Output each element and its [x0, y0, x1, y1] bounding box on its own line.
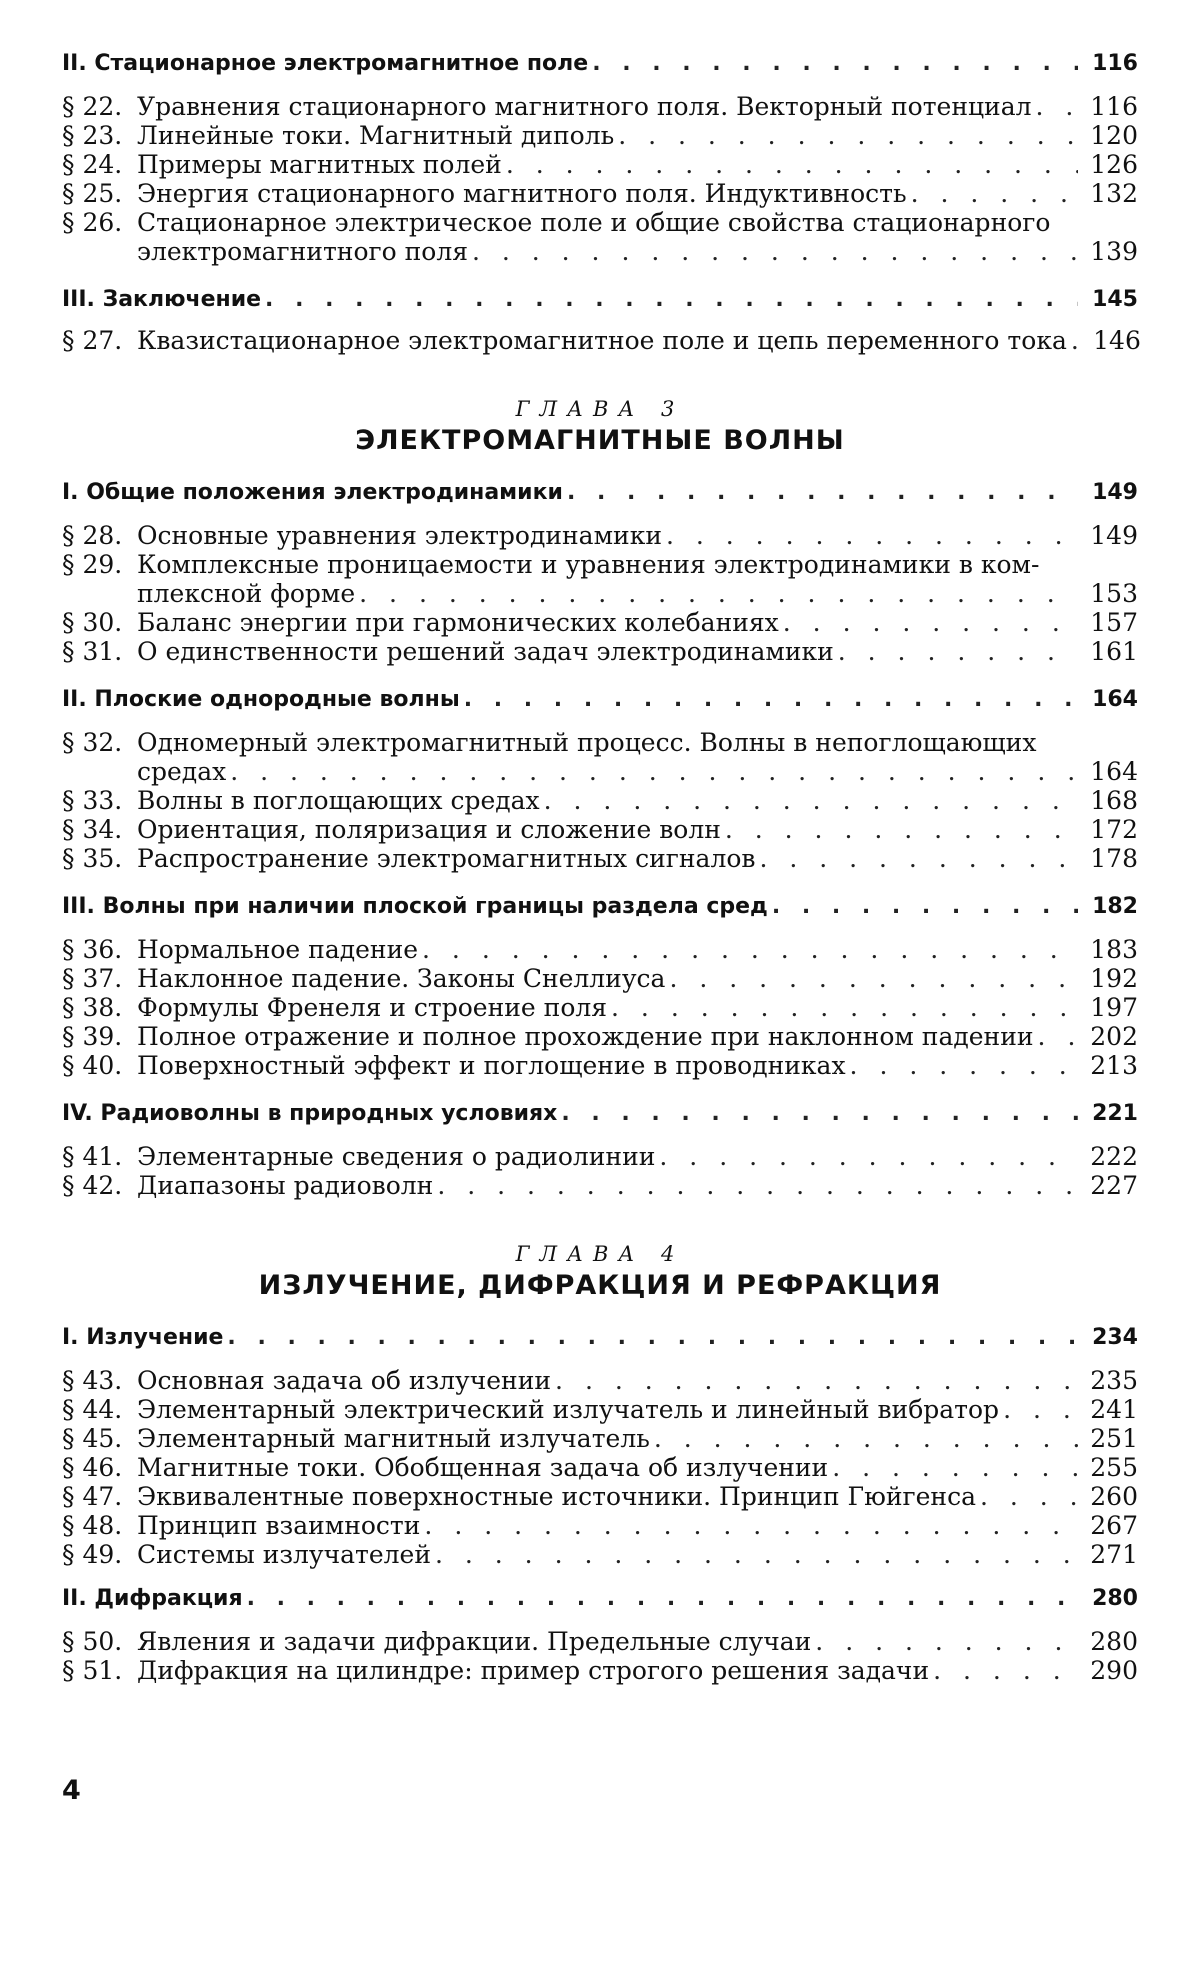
page-ref: 161 — [1082, 637, 1138, 666]
section-number: § 31. — [62, 637, 137, 666]
page-ref: 271 — [1082, 1540, 1138, 1569]
part-heading[interactable] — [62, 284, 1138, 314]
page-ref: 241 — [1082, 1395, 1138, 1424]
section-number: § 35. — [62, 844, 137, 873]
leader-dots — [611, 993, 1078, 1022]
part-heading[interactable] — [62, 48, 1138, 78]
part-title: II. Стационарное электромагнитное поле — [62, 49, 588, 78]
section-title: Квазистационарное электромагнитное поле и цепь переменного тока — [137, 326, 1067, 355]
page-ref: 153 — [1082, 579, 1138, 608]
leader-dots — [544, 786, 1078, 815]
section-number: § 44. — [62, 1395, 137, 1424]
section-title: Системы излучателей — [137, 1540, 431, 1569]
section-title: Основная задача об излучении — [137, 1366, 551, 1395]
section-title: О единственности решений задач электродинамики — [137, 637, 834, 666]
page-ref: 290 — [1082, 1656, 1138, 1685]
part-heading[interactable] — [62, 1322, 1138, 1352]
leader-dots — [783, 608, 1078, 637]
section-number: § 51. — [62, 1656, 137, 1685]
leader-dots — [759, 844, 1078, 873]
toc-entry[interactable] — [62, 179, 1138, 208]
section-title: Явления и задачи дифракции. Предельные случаи — [137, 1627, 811, 1656]
page-ref: 213 — [1082, 1051, 1138, 1080]
part-title: II. Плоские однородные волны — [62, 685, 460, 714]
part-title: IV. Радиоволны в природных условиях — [62, 1099, 557, 1128]
section-number: § 48. — [62, 1511, 137, 1540]
part-title: III. Волны при наличии плоской границы раздела сред — [62, 892, 768, 921]
leader-dots — [247, 1584, 1078, 1613]
section-title: Уравнения стационарного магнитного поля. Векторный потенциал — [137, 92, 1032, 121]
page-ref: 222 — [1082, 1142, 1138, 1171]
section-title: Полное отражение и полное прохождение при наклонном падении — [137, 1022, 1034, 1051]
part-title: II. Дифракция — [62, 1584, 243, 1613]
leader-dots — [654, 1424, 1078, 1453]
chapter-label: ГЛАВА 4 — [62, 1240, 1138, 1268]
section-title-continued: средах — [137, 757, 226, 786]
section-number: § 26. — [62, 208, 137, 237]
leader-dots — [472, 237, 1078, 266]
section-number: § 33. — [62, 786, 137, 815]
leader-dots — [506, 150, 1078, 179]
section-number: § 42. — [62, 1171, 137, 1200]
leader-dots — [772, 892, 1078, 921]
section-title: Распространение электромагнитных сигналов — [137, 844, 755, 873]
section-title: Стационарное электрическое поле и общие свойства стационарного — [137, 208, 1050, 237]
toc-entry[interactable] — [62, 1395, 1138, 1424]
section-number: § 29. — [62, 550, 137, 579]
leader-dots — [669, 964, 1078, 993]
page-ref: 251 — [1082, 1424, 1138, 1453]
page-ref: 164 — [1082, 757, 1138, 786]
section-number: § 27. — [62, 326, 137, 355]
page-ref: 164 — [1082, 685, 1138, 714]
part-title: III. Заключение — [62, 285, 261, 314]
leader-dots — [659, 1142, 1078, 1171]
chapter-title: ИЗЛУЧЕНИЕ, ДИФРАКЦИЯ И РЕФРАКЦИЯ — [62, 1268, 1138, 1304]
section-title: Диапазоны радиоволн — [137, 1171, 433, 1200]
page-ref: 120 — [1082, 121, 1138, 150]
toc-entry[interactable] — [62, 550, 1138, 608]
page-ref: 227 — [1082, 1171, 1138, 1200]
section-number: § 36. — [62, 935, 137, 964]
section-title: Примеры магнитных полей — [137, 150, 502, 179]
section-number: § 49. — [62, 1540, 137, 1569]
page-ref: 132 — [1082, 179, 1138, 208]
section-title: Ориентация, поляризация и сложение волн — [137, 815, 721, 844]
toc-entry[interactable] — [62, 1482, 1138, 1511]
section-title: Магнитные токи. Обобщенная задача об излучении — [137, 1453, 828, 1482]
table-of-contents — [62, 48, 1138, 1685]
leader-dots — [359, 579, 1078, 608]
page-ref: 168 — [1082, 786, 1138, 815]
toc-entry[interactable] — [62, 1511, 1138, 1540]
chapter-heading — [62, 1240, 1138, 1304]
toc-entry[interactable] — [62, 637, 1138, 666]
section-number: § 22. — [62, 92, 137, 121]
leader-dots — [618, 121, 1078, 150]
section-number: § 41. — [62, 1142, 137, 1171]
page-ref: 255 — [1082, 1453, 1138, 1482]
part-heading[interactable] — [62, 1098, 1138, 1128]
leader-dots — [265, 285, 1078, 314]
toc-entry[interactable] — [62, 935, 1138, 964]
section-title: Элементарный магнитный излучатель — [137, 1424, 650, 1453]
section-number: § 38. — [62, 993, 137, 1022]
section-number: § 46. — [62, 1453, 137, 1482]
leader-dots — [1003, 1395, 1078, 1424]
page-ref: 280 — [1082, 1627, 1138, 1656]
leader-dots — [838, 637, 1078, 666]
toc-entry[interactable] — [62, 608, 1138, 637]
page-ref: 182 — [1082, 892, 1138, 921]
leader-dots — [725, 815, 1078, 844]
page-ref: 149 — [1082, 478, 1138, 507]
toc-entry[interactable] — [62, 92, 1138, 121]
leader-dots — [592, 49, 1078, 78]
leader-dots — [230, 757, 1078, 786]
section-title-continued: плексной форме — [137, 579, 355, 608]
part-heading[interactable] — [62, 477, 1138, 507]
section-number: § 32. — [62, 728, 137, 757]
leader-dots — [1036, 92, 1078, 121]
leader-dots — [567, 478, 1078, 507]
toc-entry[interactable] — [62, 326, 1138, 355]
page-ref: 149 — [1082, 521, 1138, 550]
section-title: Поверхностный эффект и поглощение в проводниках — [137, 1051, 846, 1080]
section-title: Энергия стационарного магнитного поля. Индуктивность — [137, 179, 907, 208]
part-heading[interactable] — [62, 891, 1138, 921]
section-title: Нормальное падение — [137, 935, 418, 964]
leader-dots — [832, 1453, 1078, 1482]
section-title: Элементарный электрический излучатель и линейный вибратор — [137, 1395, 999, 1424]
page-ref: 146 — [1085, 326, 1141, 355]
toc-entry[interactable] — [62, 1142, 1138, 1171]
section-title: Принцип взаимности — [137, 1511, 420, 1540]
page-ref: 192 — [1082, 964, 1138, 993]
toc-entry[interactable] — [62, 1540, 1138, 1569]
page-ref: 145 — [1082, 285, 1138, 314]
chapter-heading — [62, 395, 1138, 459]
toc-entry[interactable] — [62, 1627, 1138, 1656]
leader-dots — [911, 179, 1078, 208]
section-number: § 34. — [62, 815, 137, 844]
toc-entry[interactable] — [62, 815, 1138, 844]
toc-entry[interactable] — [62, 121, 1138, 150]
page-ref: 178 — [1082, 844, 1138, 873]
chapter-title: ЭЛЕКТРОМАГНИТНЫЕ ВОЛНЫ — [62, 423, 1138, 459]
part-heading[interactable] — [62, 684, 1138, 714]
leader-dots — [555, 1366, 1078, 1395]
section-number: § 23. — [62, 121, 137, 150]
page-ref: 116 — [1082, 49, 1138, 78]
toc-entry[interactable] — [62, 993, 1138, 1022]
section-number: § 50. — [62, 1627, 137, 1656]
toc-entry[interactable] — [62, 786, 1138, 815]
page-number: 4 — [62, 1775, 81, 1806]
part-title: I. Общие положения электродинамики — [62, 478, 563, 507]
leader-dots — [1038, 1022, 1078, 1051]
section-number: § 43. — [62, 1366, 137, 1395]
leader-dots — [227, 1323, 1078, 1352]
page-ref: 139 — [1082, 237, 1138, 266]
section-number: § 30. — [62, 608, 137, 637]
section-number: § 45. — [62, 1424, 137, 1453]
page-ref: 183 — [1082, 935, 1138, 964]
part-heading[interactable] — [62, 1583, 1138, 1613]
toc-entry[interactable] — [62, 844, 1138, 873]
toc-entry[interactable] — [62, 1424, 1138, 1453]
section-title: Основные уравнения электродинамики — [137, 521, 662, 550]
page-ref: 197 — [1082, 993, 1138, 1022]
page-ref: 116 — [1082, 92, 1138, 121]
toc-entry[interactable] — [62, 1366, 1138, 1395]
page-ref: 234 — [1082, 1323, 1138, 1352]
toc-entry[interactable] — [62, 1453, 1138, 1482]
section-title: Наклонное падение. Законы Снеллиуса — [137, 964, 665, 993]
section-title: Линейные токи. Магнитный диполь — [137, 121, 614, 150]
leader-dots — [980, 1482, 1078, 1511]
toc-entry[interactable] — [62, 728, 1138, 786]
chapter-label: ГЛАВА 3 — [62, 395, 1138, 423]
toc-entry[interactable] — [62, 964, 1138, 993]
section-title: Дифракция на цилиндре: пример строгого решения задачи — [137, 1656, 929, 1685]
leader-dots — [933, 1656, 1078, 1685]
section-number: § 47. — [62, 1482, 137, 1511]
page-ref: 202 — [1082, 1022, 1138, 1051]
leader-dots — [435, 1540, 1078, 1569]
toc-entry[interactable] — [62, 1171, 1138, 1200]
leader-dots — [424, 1511, 1078, 1540]
page-ref: 235 — [1082, 1366, 1138, 1395]
page-ref: 172 — [1082, 815, 1138, 844]
toc-entry[interactable] — [62, 150, 1138, 179]
leader-dots — [561, 1099, 1078, 1128]
section-number: § 37. — [62, 964, 137, 993]
page-ref: 267 — [1082, 1511, 1138, 1540]
leader-dots — [422, 935, 1078, 964]
section-number: § 39. — [62, 1022, 137, 1051]
leader-dots — [1071, 326, 1081, 355]
leader-dots — [437, 1171, 1078, 1200]
toc-entry[interactable] — [62, 1022, 1138, 1051]
page-ref: 260 — [1082, 1482, 1138, 1511]
toc-entry[interactable] — [62, 1051, 1138, 1080]
page-ref: 157 — [1082, 608, 1138, 637]
section-title-continued: электромагнитного поля — [137, 237, 468, 266]
page-ref: 280 — [1082, 1584, 1138, 1613]
section-title: Баланс энергии при гармонических колебаниях — [137, 608, 779, 637]
leader-dots — [850, 1051, 1078, 1080]
section-number: § 25. — [62, 179, 137, 208]
leader-dots — [815, 1627, 1078, 1656]
section-title: Одномерный электромагнитный процесс. Волны в непоглощающих — [137, 728, 1036, 757]
toc-entry[interactable] — [62, 1656, 1138, 1685]
section-title: Комплексные проницаемости и уравнения электродинамики в ком- — [137, 550, 1039, 579]
page-ref: 221 — [1082, 1099, 1138, 1128]
toc-entry[interactable] — [62, 521, 1138, 550]
toc-entry[interactable] — [62, 208, 1138, 266]
section-title: Элементарные сведения о радиолинии — [137, 1142, 655, 1171]
leader-dots — [464, 685, 1078, 714]
section-title: Эквивалентные поверхностные источники. Принцип Гюйгенса — [137, 1482, 976, 1511]
section-title: Волны в поглощающих средах — [137, 786, 540, 815]
part-title: I. Излучение — [62, 1323, 223, 1352]
section-number: § 24. — [62, 150, 137, 179]
section-number: § 40. — [62, 1051, 137, 1080]
page-ref: 126 — [1082, 150, 1138, 179]
section-number: § 28. — [62, 521, 137, 550]
section-title: Формулы Френеля и строение поля — [137, 993, 607, 1022]
leader-dots — [666, 521, 1078, 550]
